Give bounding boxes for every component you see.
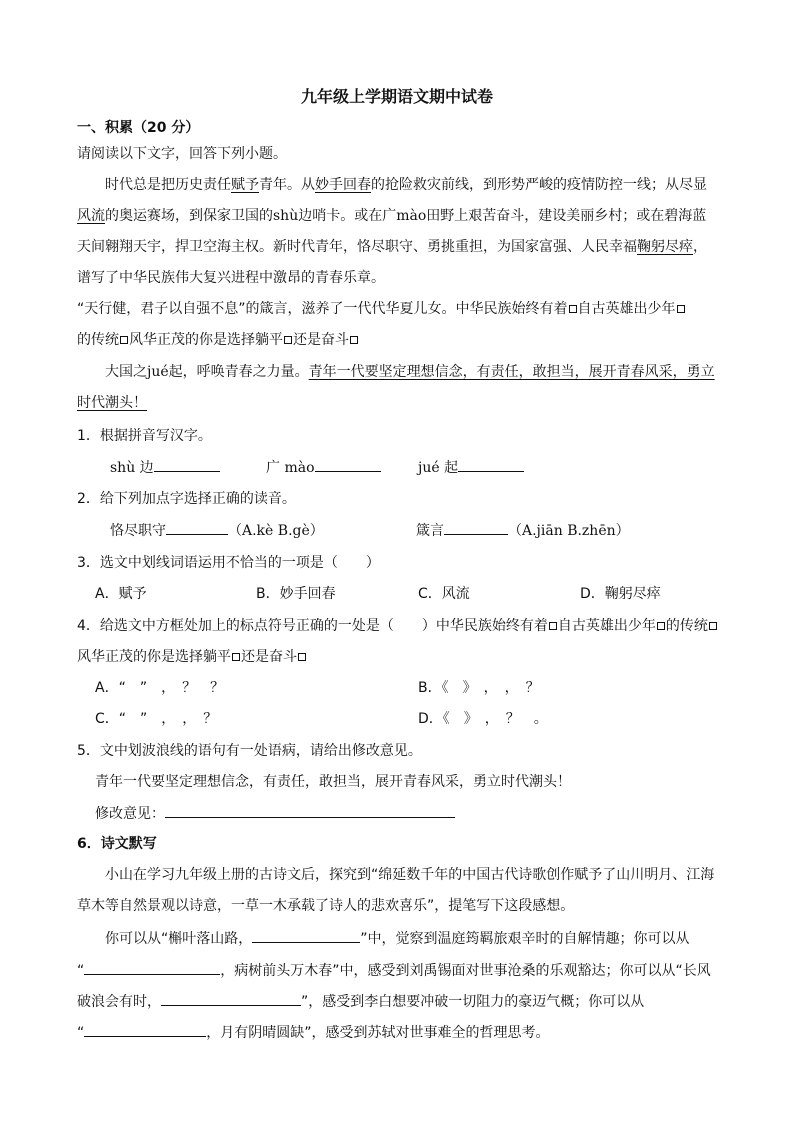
question-5-stem: 5．文中划波浪线的语句有一处语病，请给出修改意见。 <box>77 743 422 759</box>
blank-box <box>709 622 717 630</box>
answer-blank[interactable] <box>84 960 220 975</box>
passage-line: 的传统 风华正茂的你是选择躺平 还是奋斗 <box>77 330 359 350</box>
wavy-underlined-sentence: 时代潮头！ <box>77 395 147 411</box>
answer-blank[interactable] <box>161 991 301 1006</box>
question-4-stem: 4．给选文中方框处加上的标点符号正确的一处是（ ）中华民族始终有着 自古英雄出少年 的传统 <box>77 616 718 636</box>
q6-line: 破浪会有时， ”，感受到李白想要冲破一切阻力的豪迈气概；你可以从 <box>77 991 644 1012</box>
section-heading: 一、积累（20 分） <box>77 120 200 136</box>
blank-box <box>569 305 577 313</box>
blank-box <box>657 622 665 630</box>
blank-box <box>232 653 240 661</box>
wavy-underlined-sentence: 青年一代要坚定理想信念，有责任，敢担当，展开青春风采，勇立 <box>308 364 715 380</box>
passage-line: 大国之jué起，呼唤青春之力量。青年一代要坚定理想信念，有责任，敢担当，展开青春风采，勇立 <box>105 364 715 380</box>
question-2-stem: 2．给下列加点字选择正确的读音。 <box>77 491 296 507</box>
answer-blank[interactable] <box>165 803 455 818</box>
q5-answer-line: 修改意见： <box>95 803 455 824</box>
q3-option-a[interactable]: A．赋予 <box>95 586 147 602</box>
underlined-word: 赋予 <box>231 177 259 193</box>
answer-blank[interactable] <box>166 520 228 535</box>
passage-line: 天间翱翔天宇，捍卫空海主权。新时代青年，恪尽职守、勇挑重担，为国家富强、人民幸福鞠躬尽瘁， <box>77 239 707 255</box>
q6-line: 草木等自然景观以诗意，一草一木承载了诗人的悲欢喜乐”，提笔写下这段感想。 <box>77 898 575 914</box>
q5-sentence: 青年一代要坚定理想信念，有责任，敢担当，展开青春风采，勇立时代潮头！ <box>95 774 571 790</box>
answer-blank[interactable] <box>84 1022 206 1037</box>
passage-line: 风流的奥运赛场，到保家卫国的shù边哨卡。或在广mào田野上艰苦奋斗，建设美丽乡村；或在碧海蓝 <box>77 208 707 224</box>
underlined-word: 风流 <box>77 208 105 224</box>
q6-line: 你可以从“槲叶落山路， ”中，觉察到温庭筠羁旅艰辛时的自解情趣；你可以从 <box>105 928 690 949</box>
q3-option-d[interactable]: D．鞠躬尽瘁 <box>580 586 661 602</box>
q2-item: 箴言 （A.jiān B.zhēn） <box>416 520 630 541</box>
question-3-stem: 3．选文中划线词语运用不恰当的一项是（ ） <box>77 555 380 571</box>
blank-box <box>350 336 358 344</box>
answer-blank[interactable] <box>315 457 381 472</box>
underlined-word: 鞠躬尽瘁 <box>637 239 693 255</box>
blank-box <box>120 336 128 344</box>
question-6-stem: 6．诗文默写 <box>77 836 157 852</box>
answer-blank[interactable] <box>154 457 220 472</box>
q1-item: 广 mào <box>266 457 381 478</box>
q6-line: “ ，月有阴晴圆缺”，感受到苏轼对世事难全的哲理思考。 <box>77 1022 550 1043</box>
passage-line: “天行健，君子以自强不息”的箴言，滋养了一代代华夏儿女。中华民族始终有着 自古英雄出少年 <box>77 299 686 319</box>
q6-line: “ ，病树前头万木春”中，感受到刘禹锡面对世事沧桑的乐观豁达；你可以从“长风 <box>77 960 711 981</box>
passage-line: 时代总是把历史责任赋予青年。从妙手回春的抢险救灾前线，到形势严峻的疫情防控一线；从尽显 <box>105 177 707 193</box>
blank-box <box>284 336 292 344</box>
q1-item: jué 起 <box>418 457 524 478</box>
question-4-stem: 风华正茂的你是选择躺平 还是奋斗 <box>77 647 307 667</box>
blank-box <box>549 622 557 630</box>
q6-line: 小山在学习九年级上册的古诗文后，探究到“绵延数千年的中国古代诗歌创作赋予了山川明月、江海 <box>105 867 715 883</box>
q4-option-c[interactable]: C．“ ” ， ， ？ <box>95 711 218 727</box>
q4-option-d[interactable]: D．《 》 ， ？ 。 <box>418 711 548 727</box>
page-title: 九年级上学期语文期中试卷 <box>300 87 493 106</box>
answer-blank[interactable] <box>252 928 360 943</box>
q4-option-a[interactable]: A．“ ” ， ？ ？ <box>95 680 225 696</box>
passage-line: 谱写了中华民族伟大复兴进程中激昂的青春乐章。 <box>77 270 385 286</box>
q2-item: 恪尽职守 （A.kè B.gè） <box>110 520 324 541</box>
q4-option-b[interactable]: B．《 》 ， ， ？ <box>418 680 540 696</box>
passage-line <box>77 393 147 413</box>
q1-item: shù 边 <box>110 457 220 478</box>
answer-blank[interactable] <box>458 457 524 472</box>
q3-option-c[interactable]: C．风流 <box>418 586 470 602</box>
answer-blank[interactable] <box>444 520 508 535</box>
blank-box <box>298 653 306 661</box>
underlined-word: 妙手回春 <box>315 177 371 193</box>
instruction: 请阅读以下文字，回答下列小题。 <box>77 146 287 162</box>
question-1-stem: 1．根据拼音写汉字。 <box>77 428 212 444</box>
blank-box <box>677 305 685 313</box>
q3-option-b[interactable]: B．妙手回春 <box>256 586 336 602</box>
